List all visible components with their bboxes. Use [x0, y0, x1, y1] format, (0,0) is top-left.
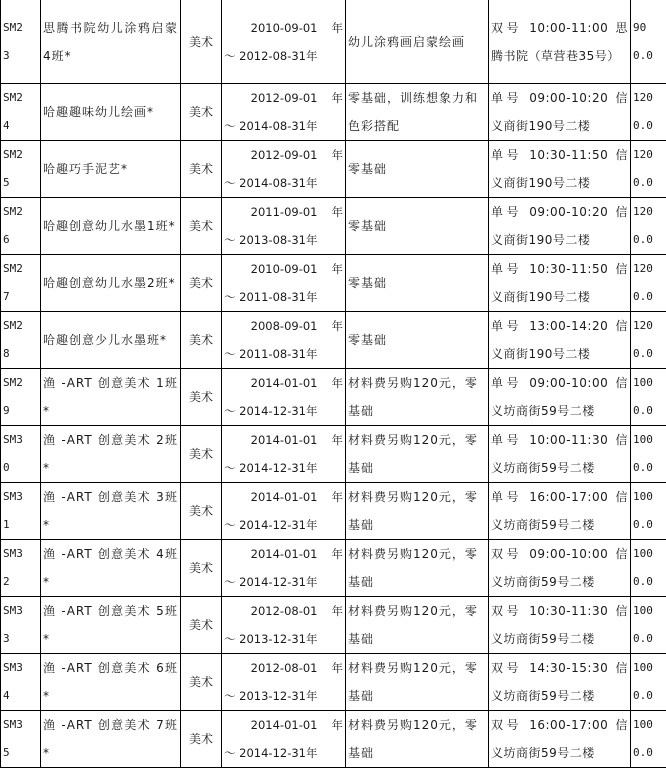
table-row — [1, 426, 666, 483]
course-code-cell — [1, 84, 41, 141]
table-row — [1, 84, 666, 141]
price-part1: 100 — [633, 369, 666, 397]
price-cell — [631, 255, 666, 312]
requirement-cell: 幼儿涂鸦画启蒙绘画 — [346, 0, 489, 84]
price-part1: 100 — [633, 711, 666, 739]
course-code-cell — [1, 597, 41, 654]
date-range-cell — [222, 597, 346, 654]
price-part1: 120 — [633, 84, 666, 112]
date-start — [224, 198, 343, 226]
price-part2: 0.0 — [633, 169, 666, 197]
price-part2: 0.0 — [633, 625, 666, 653]
requirement-cell: 材料费另购120元，零基础 — [346, 711, 489, 768]
schedule-location-cell — [489, 711, 631, 768]
date-start — [224, 597, 343, 625]
course-code-part1: SM3 — [3, 604, 23, 617]
schedule-location-cell — [489, 84, 631, 141]
price-part2: 0.0 — [633, 454, 666, 482]
course-code-part1: SM3 — [3, 490, 23, 503]
category-cell: 美术 — [181, 312, 222, 369]
schedule-location-cell — [489, 312, 631, 369]
date-start-suffix: 年 — [332, 376, 344, 390]
date-start-value: 2012-08-01 — [251, 661, 318, 675]
date-range-cell — [222, 312, 346, 369]
category-cell: 美术 — [181, 597, 222, 654]
requirement-cell: 零基础 — [346, 198, 489, 255]
date-start — [224, 14, 343, 42]
category-cell: 美术 — [181, 426, 222, 483]
date-start — [224, 654, 343, 682]
course-code-part1: SM3 — [3, 661, 23, 674]
course-code-cell — [1, 483, 41, 540]
course-code-part2: 2 — [3, 575, 10, 588]
date-end: ～ 2014-08-31年 — [224, 169, 343, 197]
requirement-cell: 材料费另购120元，零基础 — [346, 540, 489, 597]
table-row — [1, 255, 666, 312]
schedule-line1: 双号 09:00-10:00 信 — [491, 540, 628, 568]
table-row — [1, 483, 666, 540]
price-part1: 100 — [633, 483, 666, 511]
date-start — [224, 711, 343, 739]
date-range-cell — [222, 711, 346, 768]
date-start-value: 2010-09-01 — [251, 262, 318, 276]
requirement-cell: 材料费另购120元，零基础 — [346, 483, 489, 540]
course-code-part2: 3 — [3, 632, 10, 645]
table-row — [1, 369, 666, 426]
schedule-line2: 义坊商街59号二楼 — [491, 511, 628, 539]
date-start-suffix: 年 — [332, 319, 344, 333]
course-code-cell — [1, 426, 41, 483]
course-code-part1: SM3 — [3, 547, 23, 560]
price-part1: 120 — [633, 312, 666, 340]
schedule-line1: 单号 10:00-11:30 信 — [491, 426, 628, 454]
price-cell — [631, 540, 666, 597]
course-code-part2: 8 — [3, 347, 10, 360]
date-start-suffix: 年 — [332, 661, 344, 675]
price-part2: 0.0 — [633, 682, 666, 710]
course-name-cell: 哈趣巧手泥艺* — [41, 141, 181, 198]
schedule-line1: 单号 09:00-10:20 信 — [491, 84, 628, 112]
course-code-part1: SM2 — [3, 319, 23, 332]
course-code-part2: 7 — [3, 290, 10, 303]
date-start — [224, 483, 343, 511]
course-code-cell — [1, 369, 41, 426]
schedule-location-cell — [489, 0, 631, 84]
course-code-part2: 5 — [3, 746, 10, 759]
course-code-cell — [1, 141, 41, 198]
schedule-line1: 双号 14:30-15:30 信 — [491, 654, 628, 682]
date-start-suffix: 年 — [332, 262, 344, 276]
date-start-value: 2014-01-01 — [251, 718, 318, 732]
price-part2: 0.0 — [633, 42, 666, 70]
course-name-cell: 哈趣创意幼儿水墨1班* — [41, 198, 181, 255]
date-start-value: 2011-09-01 — [251, 205, 318, 219]
course-code-part2: 4 — [3, 119, 10, 132]
date-end: ～ 2011-08-31年 — [224, 340, 343, 368]
price-part2: 0.0 — [633, 226, 666, 254]
category-cell: 美术 — [181, 255, 222, 312]
requirement-cell: 材料费另购120元，零基础 — [346, 597, 489, 654]
course-name-cell: 渔 -ART 创意美术 4班* — [41, 540, 181, 597]
course-code-part2: 0 — [3, 461, 10, 474]
requirement-cell: 材料费另购120元，零基础 — [346, 369, 489, 426]
schedule-line2: 义商街190号二楼 — [491, 340, 628, 368]
course-code-part1: SM3 — [3, 718, 23, 731]
date-range-cell — [222, 654, 346, 711]
price-cell — [631, 141, 666, 198]
schedule-location-cell — [489, 597, 631, 654]
course-name-cell: 哈趣趣味幼儿绘画* — [41, 84, 181, 141]
course-code-cell — [1, 198, 41, 255]
course-code-cell — [1, 255, 41, 312]
schedule-line2: 义商街190号二楼 — [491, 169, 628, 197]
date-start — [224, 426, 343, 454]
requirement-cell: 零基础，训练想象力和色彩搭配 — [346, 84, 489, 141]
price-part2: 0.0 — [633, 112, 666, 140]
schedule-line2: 义坊商街59号二楼 — [491, 397, 628, 425]
price-part1: 100 — [633, 597, 666, 625]
schedule-location-cell — [489, 540, 631, 597]
schedule-line2: 义坊商街59号二楼 — [491, 454, 628, 482]
category-cell: 美术 — [181, 141, 222, 198]
table-row — [1, 198, 666, 255]
price-part2: 0.0 — [633, 397, 666, 425]
table-row — [1, 0, 666, 84]
date-end: ～ 2014-08-31年 — [224, 112, 343, 140]
date-range-cell — [222, 369, 346, 426]
price-cell — [631, 654, 666, 711]
date-range-cell — [222, 483, 346, 540]
course-code-part2: 9 — [3, 404, 10, 417]
category-cell: 美术 — [181, 711, 222, 768]
course-name-cell: 渔 -ART 创意美术 6班* — [41, 654, 181, 711]
date-start — [224, 369, 343, 397]
schedule-line1: 双号 16:00-17:00 信 — [491, 711, 628, 739]
price-part1: 120 — [633, 198, 666, 226]
price-part2: 0.0 — [633, 568, 666, 596]
date-range-cell — [222, 255, 346, 312]
date-end: ～ 2014-12-31年 — [224, 739, 343, 767]
date-range-cell — [222, 198, 346, 255]
schedule-line2: 义商街190号二楼 — [491, 226, 628, 254]
price-part1: 120 — [633, 255, 666, 283]
schedule-location-cell — [489, 369, 631, 426]
schedule-location-cell — [489, 255, 631, 312]
schedule-line1: 单号 09:00-10:00 信 — [491, 369, 628, 397]
course-name-cell: 哈趣创意少儿水墨班* — [41, 312, 181, 369]
schedule-line1: 双号 10:30-11:30 信 — [491, 597, 628, 625]
category-cell: 美术 — [181, 198, 222, 255]
course-name-cell: 哈趣创意幼儿水墨2班* — [41, 255, 181, 312]
requirement-cell: 材料费另购120元，零基础 — [346, 426, 489, 483]
date-end: ～ 2014-12-31年 — [224, 397, 343, 425]
date-end: ～ 2013-08-31年 — [224, 226, 343, 254]
date-range-cell — [222, 0, 346, 84]
date-start-value: 2014-01-01 — [251, 490, 318, 504]
schedule-line2: 义坊商街59号二楼 — [491, 568, 628, 596]
date-start-suffix: 年 — [332, 604, 344, 618]
category-cell: 美术 — [181, 483, 222, 540]
price-part2: 0.0 — [633, 283, 666, 311]
schedule-line1: 单号 10:30-11:50 信 — [491, 141, 628, 169]
price-cell — [631, 0, 666, 84]
course-code-part2: 3 — [3, 49, 10, 62]
schedule-line2: 义坊商街59号二楼 — [491, 682, 628, 710]
date-start-suffix: 年 — [332, 433, 344, 447]
schedule-line1: 单号 16:00-17:00 信 — [491, 483, 628, 511]
schedule-location-cell — [489, 426, 631, 483]
course-name-cell: 思腾书院幼儿涂鸦启蒙4班* — [41, 0, 181, 84]
price-cell — [631, 369, 666, 426]
date-start — [224, 312, 343, 340]
date-range-cell — [222, 141, 346, 198]
course-code-part1: SM2 — [3, 205, 23, 218]
date-end: ～ 2014-12-31年 — [224, 511, 343, 539]
price-part2: 0.0 — [633, 340, 666, 368]
course-code-part1: SM2 — [3, 262, 23, 275]
course-code-part2: 5 — [3, 176, 10, 189]
date-start-suffix: 年 — [332, 718, 344, 732]
date-range-cell — [222, 540, 346, 597]
course-code-cell — [1, 540, 41, 597]
date-start — [224, 141, 343, 169]
date-start-value: 2010-09-01 — [251, 21, 318, 35]
date-start-suffix: 年 — [332, 490, 344, 504]
date-start — [224, 540, 343, 568]
date-start-suffix: 年 — [332, 205, 344, 219]
schedule-line2: 腾书院（草营巷35号） — [491, 42, 628, 70]
schedule-location-cell — [489, 483, 631, 540]
date-start-value: 2012-09-01 — [251, 148, 318, 162]
schedule-location-cell — [489, 198, 631, 255]
date-end: ～ 2012-08-31年 — [224, 42, 343, 70]
table-row — [1, 141, 666, 198]
course-code-part2: 1 — [3, 518, 10, 531]
price-cell — [631, 426, 666, 483]
schedule-line1: 双号 10:00-11:00 思 — [491, 14, 628, 42]
course-code-part1: SM2 — [3, 21, 23, 34]
schedule-line2: 义坊商街59号二楼 — [491, 739, 628, 767]
course-name-cell: 渔 -ART 创意美术 5班* — [41, 597, 181, 654]
price-part1: 100 — [633, 540, 666, 568]
course-name-cell: 渔 -ART 创意美术 1班* — [41, 369, 181, 426]
course-name-cell: 渔 -ART 创意美术 3班* — [41, 483, 181, 540]
schedule-line2: 义商街190号二楼 — [491, 283, 628, 311]
course-code-part1: SM2 — [3, 91, 23, 104]
date-start-value: 2008-09-01 — [251, 319, 318, 333]
course-code-part1: SM2 — [3, 376, 23, 389]
course-code-cell — [1, 0, 41, 84]
schedule-location-cell — [489, 141, 631, 198]
course-code-cell — [1, 312, 41, 369]
price-part1: 90 — [633, 14, 666, 42]
price-cell — [631, 312, 666, 369]
schedule-location-cell — [489, 654, 631, 711]
schedule-line1: 单号 13:00-14:20 信 — [491, 312, 628, 340]
date-range-cell — [222, 426, 346, 483]
table-row — [1, 654, 666, 711]
course-code-cell — [1, 711, 41, 768]
category-cell: 美术 — [181, 654, 222, 711]
date-end: ～ 2013-12-31年 — [224, 682, 343, 710]
date-start-suffix: 年 — [332, 148, 344, 162]
date-start-value: 2012-09-01 — [251, 91, 318, 105]
date-start-suffix: 年 — [332, 91, 344, 105]
date-start-suffix: 年 — [332, 547, 344, 561]
price-cell — [631, 711, 666, 768]
date-end: ～ 2014-12-31年 — [224, 454, 343, 482]
price-part1: 100 — [633, 426, 666, 454]
category-cell: 美术 — [181, 0, 222, 84]
table-row — [1, 711, 666, 768]
requirement-cell: 材料费另购120元，零基础 — [346, 654, 489, 711]
course-code-cell — [1, 654, 41, 711]
course-table-body — [1, 0, 666, 768]
schedule-line1: 单号 09:00-10:20 信 — [491, 198, 628, 226]
price-part1: 120 — [633, 141, 666, 169]
course-name-cell: 渔 -ART 创意美术 2班* — [41, 426, 181, 483]
price-part2: 0.0 — [633, 739, 666, 767]
price-cell — [631, 84, 666, 141]
date-start-value: 2014-01-01 — [251, 547, 318, 561]
date-end: ～ 2013-12-31年 — [224, 625, 343, 653]
course-code-part1: SM3 — [3, 433, 23, 446]
category-cell: 美术 — [181, 540, 222, 597]
requirement-cell: 零基础 — [346, 312, 489, 369]
date-range-cell — [222, 84, 346, 141]
price-cell — [631, 483, 666, 540]
requirement-cell: 零基础 — [346, 255, 489, 312]
date-start — [224, 255, 343, 283]
schedule-line2: 义坊商街59号二楼 — [491, 625, 628, 653]
date-start-value: 2014-01-01 — [251, 376, 318, 390]
date-start — [224, 84, 343, 112]
schedule-line1: 单号 10:30-11:50 信 — [491, 255, 628, 283]
course-code-part2: 4 — [3, 689, 10, 702]
price-cell — [631, 597, 666, 654]
date-start-value: 2012-08-01 — [251, 604, 318, 618]
date-end: ～ 2011-08-31年 — [224, 283, 343, 311]
course-code-part1: SM2 — [3, 148, 23, 161]
schedule-line2: 义商街190号二楼 — [491, 112, 628, 140]
price-part2: 0.0 — [633, 511, 666, 539]
date-end: ～ 2014-12-31年 — [224, 568, 343, 596]
price-part1: 100 — [633, 654, 666, 682]
course-name-cell: 渔 -ART 创意美术 7班* — [41, 711, 181, 768]
category-cell: 美术 — [181, 84, 222, 141]
date-start-suffix: 年 — [332, 21, 344, 35]
table-row — [1, 312, 666, 369]
requirement-cell: 零基础 — [346, 141, 489, 198]
table-row — [1, 597, 666, 654]
date-start-value: 2014-01-01 — [251, 433, 318, 447]
price-cell — [631, 198, 666, 255]
course-code-part2: 6 — [3, 233, 10, 246]
table-row — [1, 540, 666, 597]
category-cell: 美术 — [181, 369, 222, 426]
